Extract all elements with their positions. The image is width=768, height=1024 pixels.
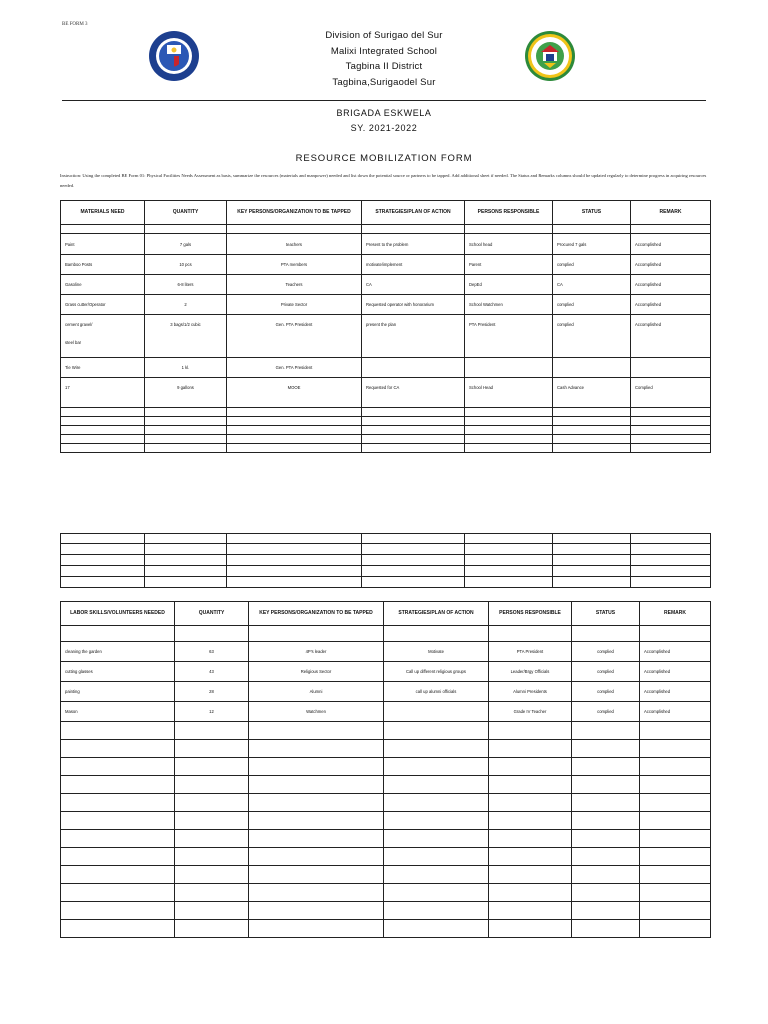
table-row [61, 544, 711, 555]
cell-strategy [384, 702, 489, 722]
cell-status: complied [553, 315, 631, 358]
cell-responsible: School Head [465, 378, 553, 408]
cell-strategy: CA [362, 275, 465, 295]
table-row [61, 426, 711, 435]
cell-quantity: 2 [145, 295, 227, 315]
cell-status: complied [572, 662, 640, 682]
cell-quantity: 63 [175, 642, 249, 662]
table-row [61, 255, 711, 275]
cell-labor: cutting glasses [61, 662, 175, 682]
table-row [61, 758, 711, 776]
table-row [61, 234, 711, 255]
school-header [0, 28, 768, 90]
labor-table [60, 601, 711, 938]
cell-responsible: Grade IV Teacher [489, 702, 572, 722]
cell-status: CA [553, 275, 631, 295]
cell-remark: Accomplished [640, 702, 711, 722]
cell-remark [631, 358, 711, 378]
materials-continuation-table [60, 533, 711, 588]
cell-quantity: 3 bags/1/2 cubic [145, 315, 227, 358]
cell-strategy: Motivate [384, 642, 489, 662]
cell-strategy [362, 358, 465, 378]
cell-strategy: present the plan [362, 315, 465, 358]
division-name: Division of Surigao del Sur [325, 30, 443, 41]
header-quantity: QUANTITY [175, 602, 249, 626]
cell-quantity: 43 [175, 662, 249, 682]
header-key-persons: KEY PERSONS/ORGANIZATION TO BE TAPPED [249, 602, 384, 626]
program-title: BRIGADA ESKWELA [336, 108, 432, 118]
table-row [61, 902, 711, 920]
table-row [61, 295, 711, 315]
header-labor-skills: LABOR SKILLS/VOLUNTEERS NEEDED [61, 602, 175, 626]
cell-status: complied [572, 682, 640, 702]
table-row [61, 225, 711, 234]
instruction-text: Instruction: Using the completed BE Form 01: Physical Facilities Needs Assessment as basis, summarize the resources (materials and manpower) needed and list down the potential source or partners to be tapped. Add additional sheet if needed. The Status and Remarks columns should be updated regularly to determine progress in acquiring resources needed. [60, 173, 707, 188]
table-row [61, 776, 711, 794]
district-name: Tagbina II District [345, 61, 423, 72]
cell-material: Gasoline [61, 275, 145, 295]
cell-material: 17 [61, 378, 145, 408]
cell-responsible [465, 358, 553, 378]
header-remark: REMARK [640, 602, 711, 626]
header-remark: REMARK [631, 201, 711, 225]
cell-material: Grass cutter/Operator [61, 295, 145, 315]
table-row [61, 848, 711, 866]
header-strategies: STRATEGIES/PLAN OF ACTION [384, 602, 489, 626]
cell-remark: Accomplished [631, 255, 711, 275]
table-row [61, 920, 711, 938]
table-row [61, 722, 711, 740]
cell-key-person: MOOE [227, 378, 362, 408]
cell-quantity: 10 pcs [145, 255, 227, 275]
cell-status: complied [553, 295, 631, 315]
cell-status: complied [572, 702, 640, 722]
cell-key-person: 4P's leader [249, 642, 384, 662]
cell-strategy: Requested operator with honorarium [362, 295, 465, 315]
cell-labor: painting [61, 682, 175, 702]
table-row [61, 417, 711, 426]
header-persons-responsible: PERSONS RESPONSIBLE [465, 201, 553, 225]
cell-remark: Complied [631, 378, 711, 408]
header-status: STATUS [553, 201, 631, 225]
cell-quantity: 12 [175, 702, 249, 722]
cell-material: Tie Wire [61, 358, 145, 378]
table-row [61, 642, 711, 662]
school-name: Malixi Integrated School [330, 45, 438, 57]
cell-strategy: Call up different religious groups [384, 662, 489, 682]
cell-key-person: Gen. PTA President [227, 358, 362, 378]
table-row [61, 682, 711, 702]
header-strategies: STRATEGIES/PLAN OF ACTION [362, 201, 465, 225]
cell-responsible: Leader/Brgy Officials [489, 662, 572, 682]
table-row [61, 794, 711, 812]
table-row [61, 315, 711, 358]
cell-status [553, 358, 631, 378]
header-divider [62, 100, 706, 101]
cell-material [61, 315, 145, 358]
cell-key-person: PTA members [227, 255, 362, 275]
header-key-persons: KEY PERSONS/ORGANIZATION TO BE TAPPED [227, 201, 362, 225]
cell-responsible: School Watchmen [465, 295, 553, 315]
table-row [61, 408, 711, 417]
cell-key-person: Watchmen [249, 702, 384, 722]
school-year: SY. 2021-2022 [350, 123, 418, 133]
cell-key-person: Religious Sector [249, 662, 384, 682]
cell-strategy: motivate/implement [362, 255, 465, 275]
table-row [61, 740, 711, 758]
table-row [61, 378, 711, 408]
labor-header-row [61, 602, 711, 626]
form-code: BE FORM 3 [62, 22, 88, 27]
cell-remark: Accomplished [640, 642, 711, 662]
material-cement-label: cement gravel/ [65, 322, 93, 327]
cell-material: Bamboo Posts [61, 255, 145, 275]
address: Tagbina,Surigaodel Sur [332, 76, 436, 88]
cell-responsible: DepEd [465, 275, 553, 295]
table-row [61, 577, 711, 588]
cell-key-person: Gen. PTA President [227, 315, 362, 358]
table-row [61, 435, 711, 444]
materials-header-row [61, 201, 711, 225]
cell-remark: Accomplished [631, 315, 711, 358]
table-row [61, 702, 711, 722]
materials-table [60, 200, 711, 453]
cell-key-person: Teachers [227, 275, 362, 295]
cell-key-person: teachers [227, 234, 362, 255]
table-row [61, 275, 711, 295]
cell-status: complied [553, 255, 631, 275]
table-row [61, 358, 711, 378]
cell-quantity: 28 [175, 682, 249, 702]
cell-remark: Accomplished [631, 234, 711, 255]
table-row [61, 662, 711, 682]
cell-remark: Accomplished [631, 295, 711, 315]
cell-quantity: 7 gals [145, 234, 227, 255]
cell-responsible: PTA President [489, 642, 572, 662]
table-row [61, 830, 711, 848]
header-persons-responsible: PERSONS RESPONSIBLE [489, 602, 572, 626]
cell-quantity: 1 kl. [145, 358, 227, 378]
header-quantity: QUANTITY [145, 201, 227, 225]
header-status: STATUS [572, 602, 640, 626]
table-row [61, 884, 711, 902]
table-row [61, 444, 711, 453]
cell-responsible: Parent [465, 255, 553, 275]
cell-quantity: 6-8 liters [145, 275, 227, 295]
cell-responsible: School head [465, 234, 553, 255]
material-steel-bar-label: steel bar [65, 340, 82, 345]
cell-key-person: Alumni [249, 682, 384, 702]
cell-strategy: Requested for CA [362, 378, 465, 408]
cell-material: Paint [61, 234, 145, 255]
cell-responsible: PTA President [465, 315, 553, 358]
cell-strategy: Present to the problem [362, 234, 465, 255]
table-row [61, 566, 711, 577]
table-row [61, 812, 711, 830]
cell-remark: Accomplished [640, 662, 711, 682]
table-row [61, 626, 711, 642]
cell-key-person: Private Sector [227, 295, 362, 315]
table-row [61, 555, 711, 566]
cell-quantity: 9 gallons [145, 378, 227, 408]
cell-status: complied [572, 642, 640, 662]
cell-status: Procured 7 gals [553, 234, 631, 255]
cell-labor: cleaning the garden [61, 642, 175, 662]
cell-status: Cash Advance [553, 378, 631, 408]
table-row [61, 866, 711, 884]
cell-strategy: call up alumni officials [384, 682, 489, 702]
header-materials-need: MATERIALS NEED [61, 201, 145, 225]
form-title: RESOURCE MOBILIZATION FORM [295, 153, 473, 164]
cell-labor: Mason [61, 702, 175, 722]
cell-remark: Accomplished [640, 682, 711, 702]
cell-responsible: Alumni Presidents [489, 682, 572, 702]
cell-remark: Accomplished [631, 275, 711, 295]
table-row [61, 534, 711, 544]
